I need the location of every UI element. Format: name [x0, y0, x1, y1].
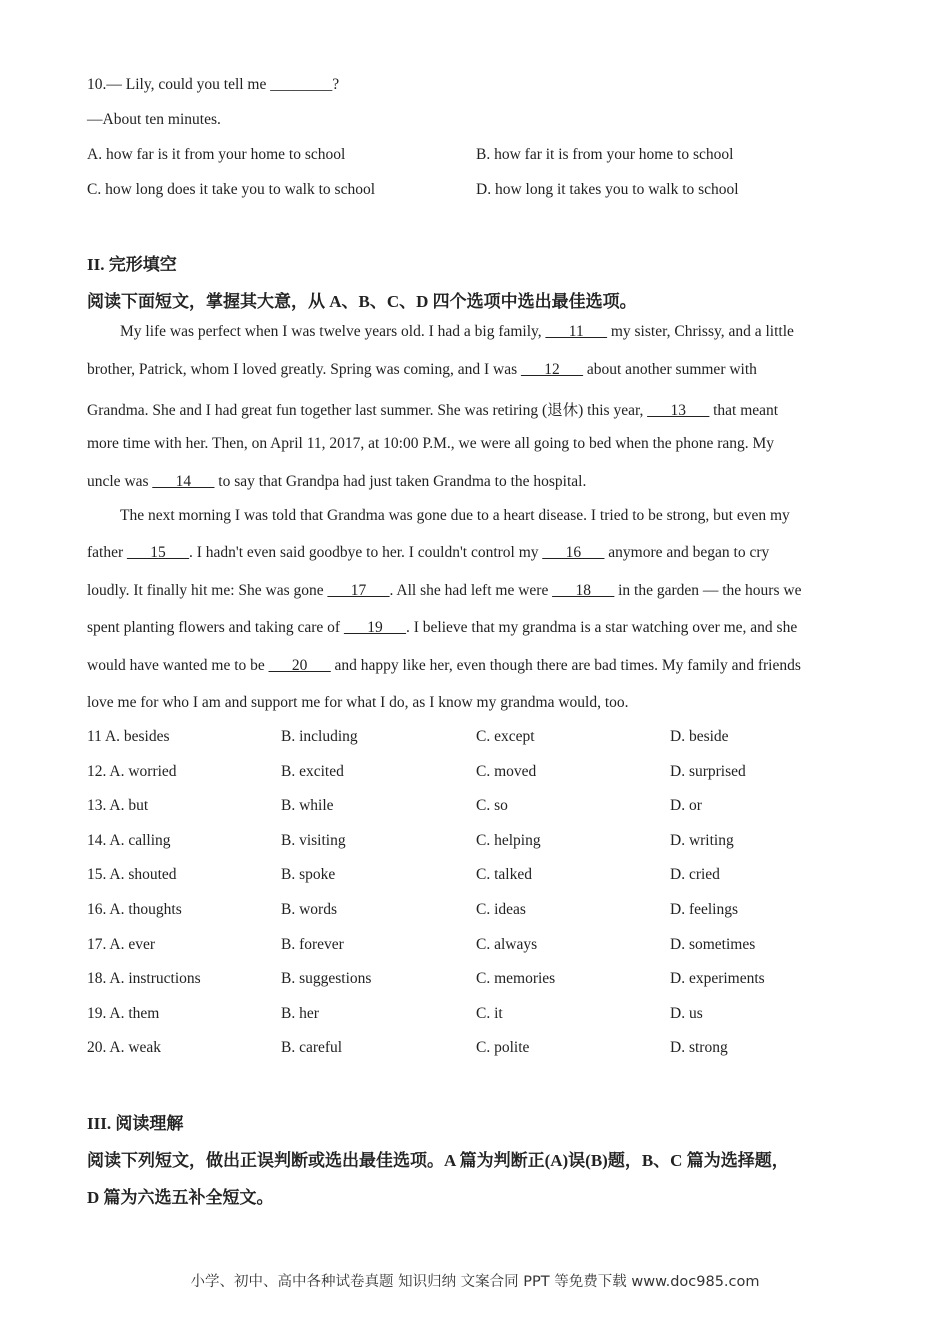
q11-option-b: B. including: [281, 728, 358, 745]
q20-option-a: 20. A. weak: [87, 1039, 162, 1057]
q20-option-d: D. strong: [670, 1039, 728, 1057]
passage-line: [87, 398, 778, 420]
q17-option-b: B. forever: [281, 935, 344, 953]
q19-option-a: 19. A. them: [87, 1004, 160, 1022]
passage-text: Grandma. She and I had great fun together last summer. She was retiring (退休) this year,: [87, 402, 648, 419]
q12-option-d: D. surprised: [670, 762, 746, 780]
section-2-instruction: 阅读下面短文，掌握其大意，从 A、B、C、D 四个选项中选出最佳选项。: [87, 292, 637, 311]
q19-option-c: C. it: [476, 1004, 503, 1022]
blank-14: ___14___: [152, 473, 215, 490]
q10-answer: —About ten minutes.: [87, 111, 221, 128]
passage-text: . I hadn't even said goodbye to her. I couldn't control my: [189, 544, 543, 561]
passage-text: . All she had left me were: [389, 582, 553, 599]
q17-option-d: D. sometimes: [670, 935, 756, 953]
passage-line: [87, 582, 801, 600]
q11-option-d: D. beside: [670, 728, 729, 745]
blank-12: ___12___: [521, 361, 583, 378]
passage-text: in the garden — the hours we: [614, 582, 802, 599]
passage-text: and happy like her, even though there are bad times. My family and friends: [330, 657, 801, 674]
passage-text: to say that Grandpa had just taken Grandma to the hospital.: [214, 473, 587, 490]
passage-text: my sister, Chrissy, and a little: [606, 323, 794, 340]
passage-text: would have wanted me to be: [87, 657, 269, 674]
q16-option-c: C. ideas: [476, 901, 526, 918]
q12-option-b: B. excited: [281, 762, 344, 780]
blank-17: ___17___: [327, 582, 390, 599]
q15-option-d: D. cried: [670, 866, 720, 884]
passage-text: . I believe that my grandma is a star watching over me, and she: [405, 619, 798, 636]
passage-text: father: [87, 544, 128, 561]
passage-text: loudly. It finally hit me: She was gone: [87, 582, 328, 599]
q16-option-b: B. words: [281, 901, 337, 918]
passage-text: love me for who I am and support me for what I do, as I know my grandma would, too.: [87, 694, 629, 711]
passage-line: [120, 323, 794, 341]
passage-text: uncle was: [87, 473, 153, 490]
passage-line: [87, 694, 629, 712]
q10-option-c: C. how long does it take you to walk to school: [87, 181, 376, 198]
passage-text: that meant: [709, 402, 779, 419]
q10-option-a: A. how far is it from your home to school: [87, 146, 346, 163]
q14-option-c: C. helping: [476, 831, 541, 849]
blank-20: ___20___: [268, 657, 331, 674]
section-2-title: II. 完形填空: [87, 255, 177, 274]
q14-option-d: D. writing: [670, 831, 734, 849]
passage-text: about another summer with: [583, 361, 757, 378]
q10-stem: 10.— Lily, could you tell me ________?: [87, 76, 340, 93]
blank-18: ___18___: [552, 582, 615, 599]
passage-text: anymore and began to cry: [604, 544, 770, 561]
q19-option-b: B. her: [281, 1004, 319, 1022]
q15-option-c: C. talked: [476, 866, 532, 884]
q12-option-a: 12. A. worried: [87, 762, 177, 780]
passage-line: [87, 361, 757, 379]
passage-line: [87, 657, 801, 675]
q16-option-a: 16. A. thoughts: [87, 901, 182, 918]
q13-option-d: D. or: [670, 797, 702, 815]
q14-option-b: B. visiting: [281, 831, 346, 849]
q12-option-c: C. moved: [476, 762, 537, 780]
q10-option-d: D. how long it takes you to walk to school: [476, 181, 739, 198]
q16-option-d: D. feelings: [670, 901, 739, 918]
q18-option-c: C. memories: [476, 970, 556, 988]
q14-option-a: 14. A. calling: [87, 831, 171, 849]
footer-text: 小学、初中、高中各种试卷真题 知识归纳 文案合同 PPT 等免费下载 www.doc985.com: [190, 1274, 760, 1290]
q18-option-a: 18. A. instructions: [87, 970, 201, 988]
q15-option-b: B. spoke: [281, 866, 336, 884]
q17-option-c: C. always: [476, 935, 538, 953]
passage-line: [87, 544, 769, 562]
q11-option-a: 11 A. besides: [87, 728, 170, 745]
q20-option-b: B. careful: [281, 1039, 343, 1057]
passage-text: brother, Patrick, whom I loved greatly. Spring was coming, and I was: [87, 361, 521, 378]
passage-text: more time with her. Then, on April 11, 2017, at 10:00 P.M., we were all going to bed when the phone rang. My: [87, 435, 775, 452]
passage-text: spent planting flowers and taking care of: [87, 619, 344, 636]
q19-option-d: D. us: [670, 1004, 703, 1022]
section-3-title: III. 阅读理解: [87, 1114, 184, 1133]
passage-line: [87, 619, 797, 637]
q17-option-a: 17. A. ever: [87, 935, 156, 953]
blank-16: ___16___: [542, 544, 605, 561]
q18-option-b: B. suggestions: [281, 970, 372, 988]
q13-option-c: C. so: [476, 797, 508, 815]
q10-option-b: B. how far it is from your home to school: [476, 146, 734, 163]
q13-option-b: B. while: [281, 797, 334, 815]
section-3-instruction-line-2: D 篇为六选五补全短文。: [87, 1188, 274, 1207]
blank-19: ___19___: [343, 619, 406, 636]
blank-15: ___15___: [127, 544, 190, 561]
passage-text: My life was perfect when I was twelve years old. I had a big family,: [120, 323, 546, 340]
passage-text: The next morning I was told that Grandma was gone due to a heart disease. I tried to be strong, but even my: [120, 507, 790, 524]
passage-line: [87, 473, 586, 491]
q20-option-c: C. polite: [476, 1039, 530, 1057]
passage-line: [87, 435, 774, 453]
section-3-instruction-line-1: 阅读下列短文，做出正误判断或选出最佳选项。A 篇为判断正(A)误(B)题，B、C 篇为选择题，: [87, 1151, 789, 1170]
passage-line: [120, 507, 790, 525]
blank-13: ___13___: [647, 402, 710, 419]
q18-option-d: D. experiments: [670, 970, 765, 988]
blank-11: ___11___: [545, 323, 607, 340]
q11-option-c: C. except: [476, 728, 535, 745]
q13-option-a: 13. A. but: [87, 797, 149, 815]
q15-option-a: 15. A. shouted: [87, 866, 177, 884]
